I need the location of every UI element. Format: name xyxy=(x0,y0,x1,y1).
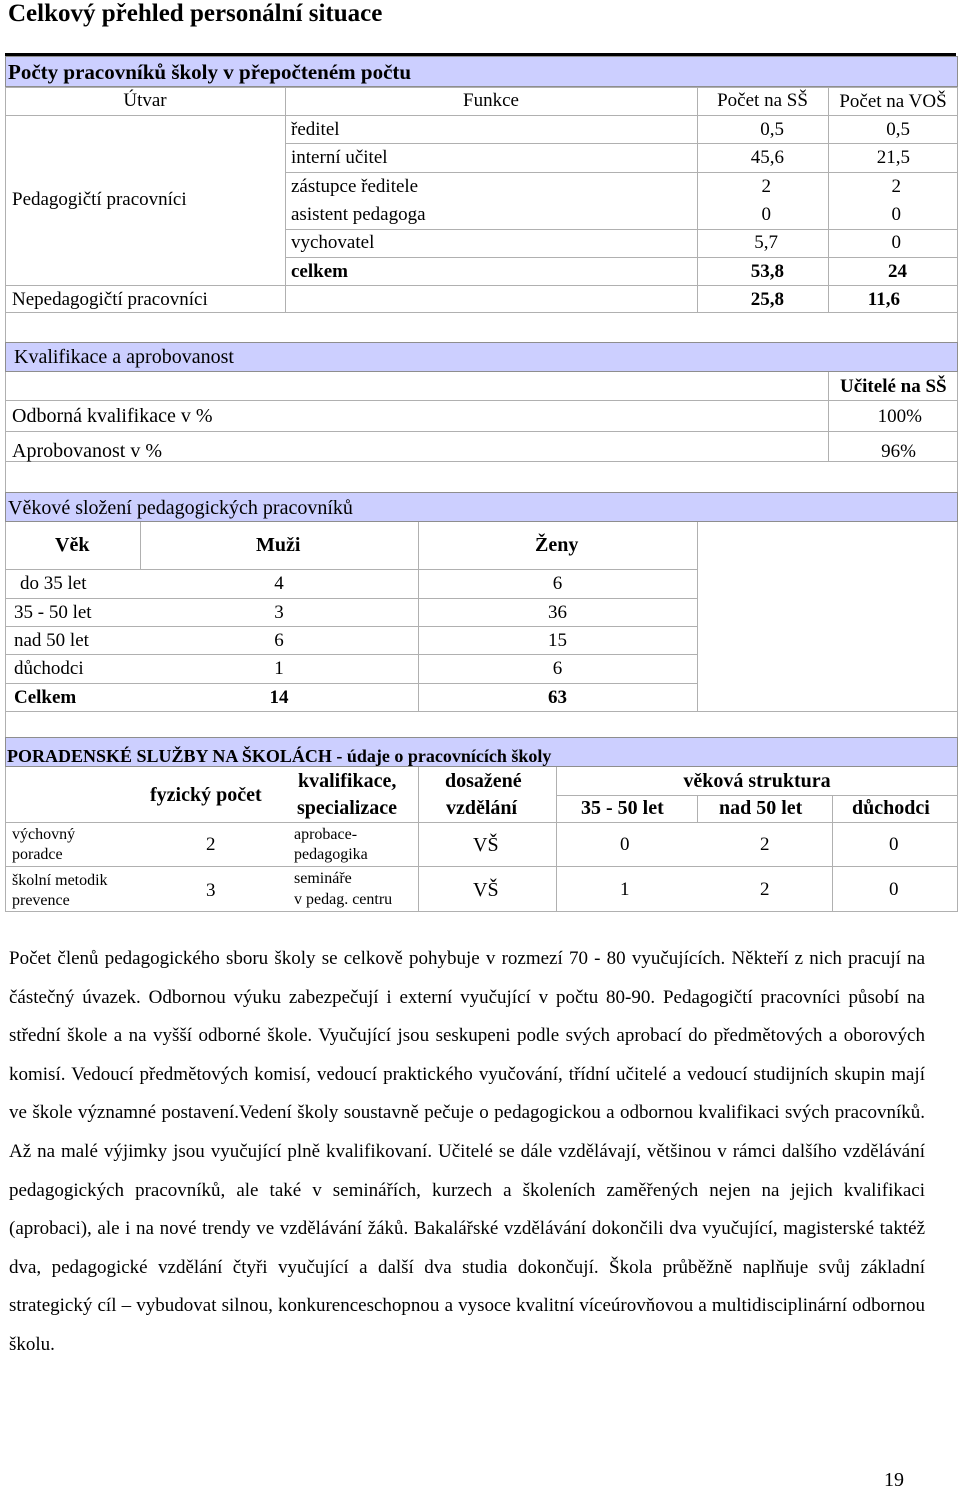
age-row-women: 15 xyxy=(548,630,567,651)
qual-row-label: Aprobovanost v % xyxy=(12,440,162,462)
nonped-ss: 25,8 xyxy=(750,289,784,310)
staff-header-funkce: Funkce xyxy=(463,90,519,111)
staff-row-ss-total: 53,8 xyxy=(750,261,784,282)
advisory-row-count: 2 xyxy=(206,834,216,855)
advisory-row-qual-1: semináře xyxy=(294,870,352,887)
age-row-men: 6 xyxy=(274,630,284,651)
advisory-row-age-b: 2 xyxy=(760,879,770,900)
staff-header-utvar: Útvar xyxy=(123,90,167,111)
advisory-header-edu-1: dosažené xyxy=(445,770,522,792)
age-row-women: 36 xyxy=(548,602,567,623)
qual-col-header: Učitelé na SŠ xyxy=(840,376,947,397)
advisory-header-age-col: nad 50 let xyxy=(719,797,803,819)
qual-row-label: Odborná kvalifikace v % xyxy=(12,405,213,427)
advisory-row-qual-1: aprobace- xyxy=(294,826,358,843)
advisory-heading-band xyxy=(5,737,958,767)
staff-row-funkce: zástupce ředitele xyxy=(291,176,419,197)
body-paragraph: Počet členů pedagogického sboru školy se celkově pohybuje v rozmezí 70 - 80 vyučujících. Někteří z nich pracují na částečný úvazek. Odbornou výuku zabezpečují i externí vyučující v počtu 80-90. Pedagogičtí pracovníci působí na střední škole a na vyšší odborné škole. Vyučující jsou seskupeni podle svých aprobací do předmětových a oborových komisí. Vedoucí předmětových komisí, vedoucí praktického vyučování, třídní učitelé a vedoucí studijních skupin mají ve škole významné postavení.Vedení školy soustavně pečuje o pedagogickou a odbornou kvalifikaci svých pracovníků. Až na malé výjimky jsou vyučující plně kvalifikovaní. Učitelé se dále vzdělávají, většinou v rámci dalšího vzdělávání pedagogických pracovníků, ale také v seminářích, kurzech a školeních zaměřených nejen na jejich kvalifikaci (aprobaci), ale i na nové trendy ve vzdělávání žáků. Bakalářské vzdělávání dokončili dva vyučující, magisterské taktéž dva, pedagogické vzdělání čtyři vyučující a další dva studia dokončují. Škola průběžně naplňuje svůj základní strategický cíl – vybudovat silnou, konkurenceschopnou a vysoce kvalitní víceúrovňovou a multidisciplinární odbornou školu. xyxy=(9,948,925,1355)
staff-row-vos: 0 xyxy=(891,204,901,225)
age-header-muzi: Muži xyxy=(256,534,301,556)
qual-heading: Kvalifikace a aprobovanost xyxy=(14,346,234,368)
age-row-men: 1 xyxy=(274,658,284,679)
age-header-zeny: Ženy xyxy=(535,534,579,556)
advisory-heading: PORADENSKÉ SLUŽBY NA ŠKOLÁCH - údaje o pracovnících školy xyxy=(7,746,552,766)
advisory-header-edu-2: vzdělání xyxy=(446,797,518,819)
age-heading-band xyxy=(5,492,958,522)
age-total-women: 63 xyxy=(548,687,567,708)
nonped-label: Nepedagogičtí pracovníci xyxy=(12,289,208,310)
staff-row-funkce: vychovatel xyxy=(291,232,375,253)
staff-row-vos: 0 xyxy=(891,232,901,253)
advisory-header-qual-2: specializace xyxy=(297,797,397,819)
staff-row-vos: 21,5 xyxy=(876,147,910,168)
age-total-men: 14 xyxy=(269,687,289,708)
advisory-row-age-b: 2 xyxy=(760,834,770,855)
age-row-age: do 35 let xyxy=(20,573,87,594)
page-number: 19 xyxy=(884,1469,904,1491)
staff-row-funkce: interní učitel xyxy=(291,147,388,168)
advisory-row-age-c: 0 xyxy=(889,879,899,900)
staff-group-label: Pedagogičtí pracovníci xyxy=(12,189,187,210)
advisory-row-role-1: školní metodik xyxy=(12,872,108,889)
age-total-label: Celkem xyxy=(14,687,77,708)
staff-header-ss: Počet na SŠ xyxy=(717,90,808,111)
staff-row-ss: 2 xyxy=(761,176,771,197)
advisory-row-qual-2: pedagogika xyxy=(294,846,368,863)
advisory-row-edu: VŠ xyxy=(473,879,499,901)
staff-heading-band xyxy=(5,56,958,87)
staff-row-vos-total: 24 xyxy=(888,261,907,282)
advisory-header-qual-1: kvalifikace, xyxy=(298,770,397,792)
staff-heading: Počty pracovníků školy v přepočteném počtu xyxy=(8,60,412,84)
age-row-age: důchodci xyxy=(14,658,84,679)
staff-header-vos: Počet na VOŠ xyxy=(839,91,947,112)
advisory-row-edu: VŠ xyxy=(473,834,499,856)
advisory-row-age-a: 1 xyxy=(620,879,630,900)
advisory-row-count: 3 xyxy=(206,880,216,901)
age-row-age: nad 50 let xyxy=(14,630,89,651)
staff-row-ss: 0,5 xyxy=(760,119,784,140)
age-header-vek: Věk xyxy=(55,534,90,556)
staff-row-ss: 45,6 xyxy=(750,147,784,168)
qual-heading-band xyxy=(5,342,958,372)
staff-row-vos: 2 xyxy=(891,176,901,197)
nonped-vos: 11,6 xyxy=(867,289,900,310)
age-row-women: 6 xyxy=(552,573,563,594)
staff-row-vos: 0,5 xyxy=(886,119,910,140)
advisory-row-role-2: poradce xyxy=(12,846,63,863)
advisory-header-age-col: 35 - 50 let xyxy=(581,797,664,819)
age-row-men: 3 xyxy=(274,602,284,623)
page-title: Celkový přehled personální situace xyxy=(8,0,383,27)
staff-row-funkce: asistent pedagoga xyxy=(291,204,426,225)
qual-row-value: 96% xyxy=(881,441,916,462)
advisory-header-count: fyzický počet xyxy=(150,784,262,806)
staff-row-ss: 5,7 xyxy=(754,232,778,253)
advisory-row-role-2: prevence xyxy=(12,892,70,909)
staff-row-ss: 0 xyxy=(761,204,771,225)
age-heading: Věkové složení pedagogických pracovníků xyxy=(8,497,353,519)
staff-row-funkce-total: celkem xyxy=(291,261,348,282)
age-row-women: 6 xyxy=(552,658,563,679)
advisory-row-age-c: 0 xyxy=(889,834,899,855)
advisory-header-age: věková struktura xyxy=(683,770,831,792)
age-row-age: 35 - 50 let xyxy=(14,602,92,623)
advisory-row-qual-2: v pedag. centru xyxy=(294,891,393,908)
staff-row-funkce: ředitel xyxy=(291,119,340,140)
qual-row-value: 100% xyxy=(877,406,922,427)
advisory-header-age-col: důchodci xyxy=(852,797,930,819)
age-row-men: 4 xyxy=(274,573,284,594)
advisory-row-age-a: 0 xyxy=(620,834,630,855)
advisory-row-role-1: výchovný xyxy=(12,826,76,843)
